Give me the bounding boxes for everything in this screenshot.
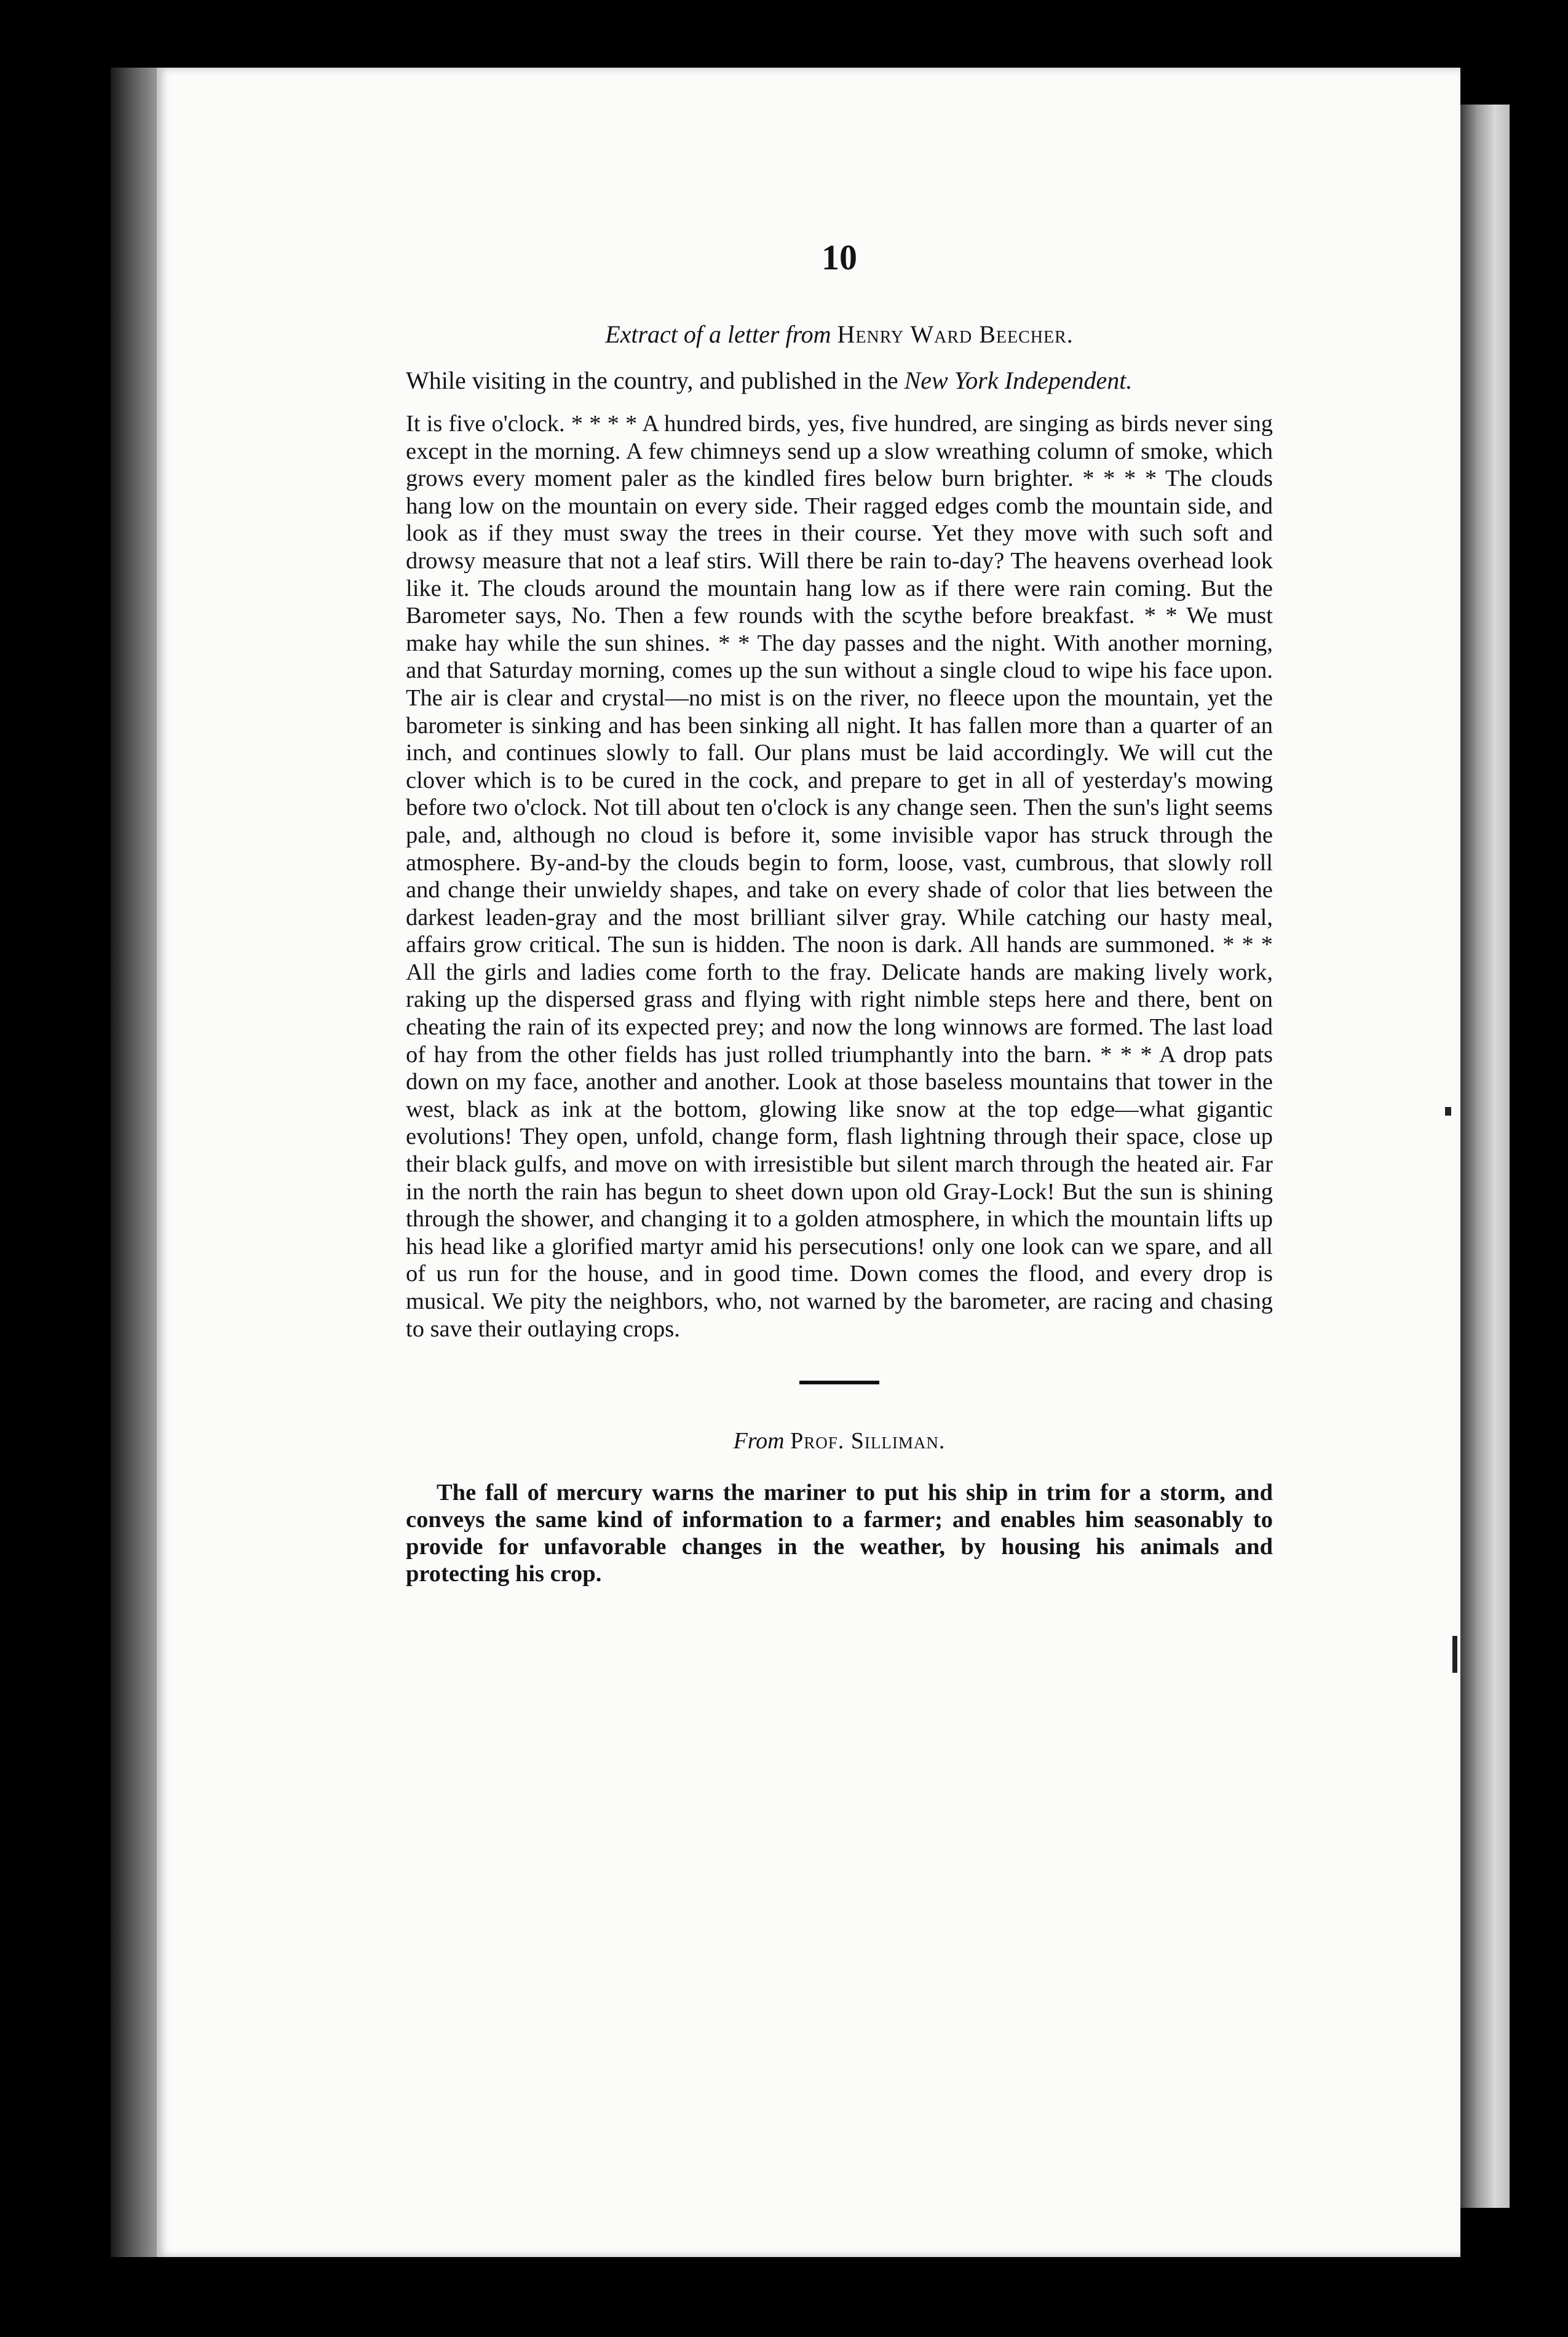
adjacent-page-edge [1460, 105, 1510, 2208]
beecher-heading [406, 320, 1273, 349]
beecher-subtitle-paper: New York Independent. [904, 367, 1133, 394]
silliman-body: The fall of mercury warns the mariner to put his ship in trim for a storm, and conveys the same kind of information to a farmer; and enables him seasonably to provide for unfavorable changes in the weather, by housing his animals and protecting his crop. [406, 1480, 1273, 1587]
edge-speck [1445, 1107, 1451, 1116]
page-content [406, 237, 1273, 1587]
page-number: 10 [822, 237, 857, 277]
silliman-heading-prefix: From [733, 1428, 785, 1454]
section-divider [799, 1381, 879, 1384]
silliman-heading [406, 1427, 1273, 1454]
edge-speck [1452, 1636, 1457, 1673]
beecher-heading-name: Henry Ward Beecher. [837, 320, 1074, 348]
beecher-body: It is five o'clock. * * * * A hundred birds, yes, five hundred, are singing as birds never sing except in the morning. A few chimneys send up a slow wreathing column of smoke, which grows every moment paler as the kindled fires below burn brighter. * * * * The clouds hang low on the mountain on every side. Their ragged edges comb the mountain side, and look as if they must sway the trees in their course. Yet they move with such soft and drowsy measure that not a leaf stirs. Will there be rain to-day? The heavens overhead look like it. The clouds around the mountain hang low as if there were rain coming. But the Barometer says, No. Then a few rounds with the scythe before breakfast. * * We must make hay while the sun shines. * * The day passes and the night. With another morning, and that Saturday morning, comes up the sun without a single cloud to wipe his face upon. The air is clear and crystal—no mist is on the river, no fleece upon the mountain, yet the barometer is sinking and has been sinking all night. It has fallen more than a quarter of an inch, and continues slowly to fall. Our plans must be laid accordingly. We will cut the clover which is to be cured in the cock, and prepare to get in all of yesterday's mowing before two o'clock. Not till about ten o'clock is any change seen. Then the sun's light seems pale, and, although no cloud is before it, some invisible vapor has struck through the atmosphere. By-and-by the clouds begin to form, loose, vast, cumbrous, that slowly roll and change their unwieldy shapes, and take on every shade of color that lies between the darkest leaden-gray and the most brilliant silver gray. While catching our hasty meal, affairs grow critical. The sun is hidden. The noon is dark. All hands are summoned. * * * All the girls and ladies come forth to the fray. Delicate hands are making lively work, raking up the dispersed grass and flying with right nimble steps here and there, bent on cheating the rain of its expected prey; and now the long winnows are formed. The last load of hay from the other fields has just rolled triumphantly into the barn. * * * A drop pats down on my face, another and another. Look at those baseless mountains that tower in the west, black as ink at the bottom, glowing like snow at the top edge—what gigantic evolutions! They open, unfold, change form, flash lightning through their space, close up their black gulfs, and move on with irresistible but silent march through the heated air. Far in the north the rain has begun to sheet down upon old Gray-Lock! But the sun is shining through the shower, and changing it to a golden atmosphere, in which the mountain lifts up his head like a glorified martyr amid his persecutions! only one look can we spare, and all of us run for the house, and in good time. Down comes the flood, and every drop is musical. We pity the neighbors, who, not warned by the barometer, are racing and chasing to save their outlaying crops. [406, 411, 1273, 1342]
beecher-subtitle-text: While visiting in the country, and published in the [406, 367, 898, 394]
beecher-heading-prefix: Extract of a letter from [605, 320, 831, 348]
silliman-heading-name: Prof. Silliman. [790, 1428, 946, 1454]
beecher-subtitle [406, 365, 1273, 397]
